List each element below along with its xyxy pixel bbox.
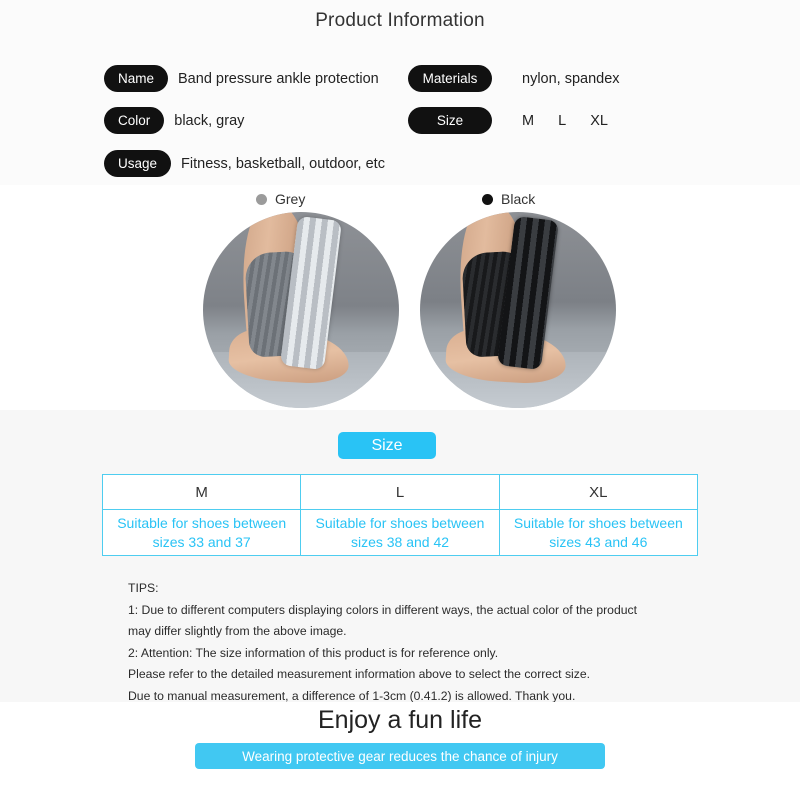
spec-value-materials: nylon, spandex [522,70,620,87]
spec-label-size: Size [408,107,492,134]
size-header-m: M [103,475,301,510]
spec-label-name: Name [104,65,168,92]
product-information-section [0,0,800,185]
color-swatch-grey-label: Grey [275,191,306,207]
spec-label-color: Color [104,107,164,134]
spec-value-color: black, gray [174,112,245,129]
footer-banner: Wearing protective gear reduces the chance of injury [195,743,605,769]
page-title: Product Information [315,10,485,31]
color-swatch-black [482,191,535,207]
size-badge: Size [338,432,436,459]
color-swatch-black-label: Black [501,191,536,207]
table-row-headers [103,475,698,510]
size-table [102,474,698,556]
size-section [0,410,800,702]
size-option-m: M [522,112,535,129]
product-photos-section [0,185,800,410]
spec-value-size [522,113,628,129]
spec-value-usage: Fitness, basketball, outdoor, etc [181,155,385,172]
size-option-l: L [558,112,567,129]
spec-row-materials [408,65,620,92]
spec-row-color [104,107,244,134]
product-photo-black [420,212,616,408]
footer-title: Enjoy a fun life [318,706,482,734]
tips-line-2: may differ slightly from the above image. [128,624,347,638]
grey-dot-icon [256,194,267,205]
color-swatch-grey [256,191,305,207]
spec-label-materials: Materials [408,65,492,92]
size-description-m: Suitable for shoes between sizes 33 and 37 [103,510,301,556]
tips-line-4: Please refer to the detailed measurement information above to select the correct size. [128,667,591,681]
black-dot-icon [482,194,493,205]
size-header-xl: XL [499,475,697,510]
tips-line-1: 1: Due to different computers displaying colors in different ways, the actual color of the product [128,602,637,617]
size-option-xl: XL [590,112,608,129]
footer-section [0,702,800,800]
tips-block [128,578,708,707]
product-photo-grey [203,212,399,408]
tips-line-3: 2: Attention: The size information of this product is for reference only. [128,645,499,660]
spec-value-name: Band pressure ankle protection [178,70,379,87]
size-description-l: Suitable for shoes between sizes 38 and 42 [301,510,499,556]
tips-line-5: Due to manual measurement, a difference of 1-3cm (0.41.2) is allowed. Thank you. [128,688,576,703]
table-row-descriptions [103,510,698,556]
spec-label-usage: Usage [104,150,171,177]
tips-title: TIPS: [128,581,159,595]
spec-row-name [104,65,379,92]
size-header-l: L [301,475,499,510]
size-description-xl: Suitable for shoes between sizes 43 and 46 [499,510,697,556]
spec-row-size [408,107,628,134]
spec-row-usage [104,150,385,177]
